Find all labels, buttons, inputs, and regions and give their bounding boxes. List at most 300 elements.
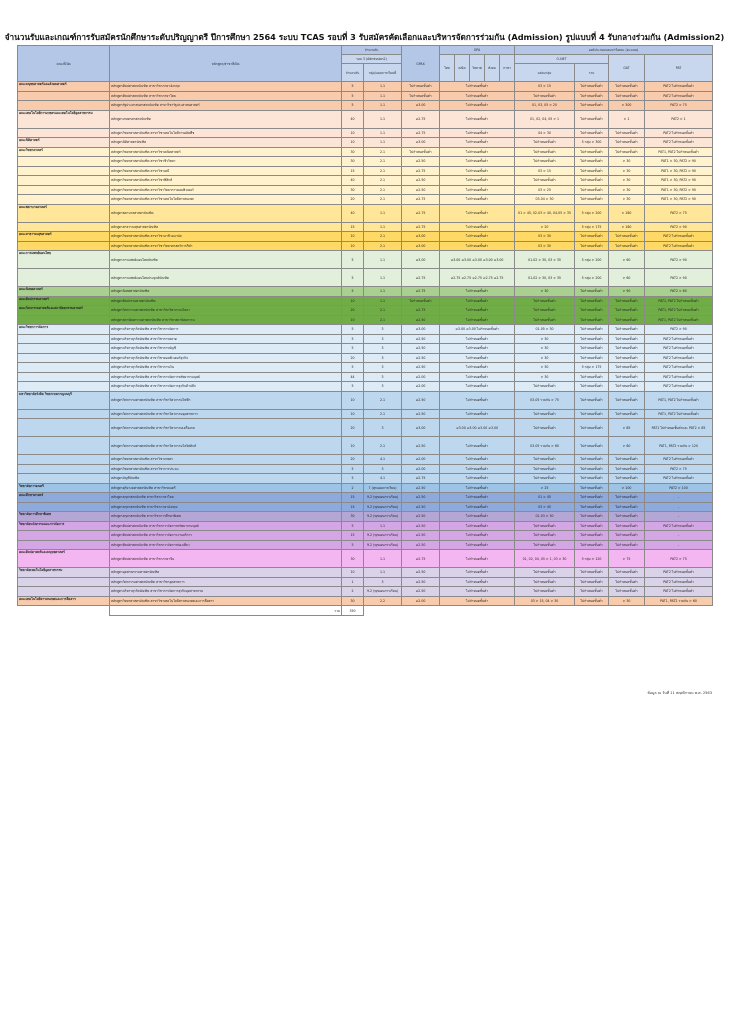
seats-cell: 2: [342, 483, 364, 493]
plan-cell: 3: [364, 577, 402, 587]
header-scores-group: องค์ประกอบและค่าร้อยละ (คะแนน): [515, 46, 713, 55]
onet-total-cell: ไม่กำหนดขั้นต่ำ: [575, 382, 609, 392]
plan-cell: 4.1: [364, 455, 402, 465]
onet-total-cell: ไม่กำหนดขั้นต่ำ: [575, 391, 609, 409]
pat-cell: -: [645, 502, 713, 512]
plan-cell: 1.1: [364, 204, 402, 222]
gpa-cell: ไม่กำหนดขั้นต่ำ: [440, 344, 515, 354]
faculty-cell: [18, 531, 110, 541]
gpax-cell: ≥2.00: [402, 382, 440, 392]
gpa-cell: ไม่กำหนดขั้นต่ำ: [440, 334, 515, 344]
program-cell: หลักสูตรวิทยาศาสตรบัณฑิต สาขาวิชาอาชีวอนามัย: [110, 232, 342, 242]
onet-total-cell: ไม่กำหนดขั้นต่ำ: [575, 437, 609, 455]
gpa-cell: ไม่กำหนดขั้นต่ำ: [440, 315, 515, 325]
gpa-cell: ไม่กำหนดขั้นต่ำ: [440, 483, 515, 493]
onet-total-cell: ไม่กำหนดขั้นต่ำ: [575, 419, 609, 437]
gpax-cell: ไม่กำหนดขั้นต่ำ: [402, 147, 440, 157]
table-row: [18, 464, 713, 474]
gat-cell: ไม่กำหนดขั้นต่ำ: [609, 391, 645, 409]
gat-cell: ไม่กำหนดขั้นต่ำ: [609, 502, 645, 512]
gpa-cell: ≥3.00 ≥3.00 ≥3.00 ≥3.00: [440, 419, 515, 437]
gat-cell: ไม่กำหนดขั้นต่ำ: [609, 568, 645, 578]
onet-each-cell: > 25: [515, 483, 575, 493]
onet-total-cell: ไม่กำหนดขั้นต่ำ: [575, 296, 609, 306]
onet-each-cell: ไม่กำหนดขั้นต่ำ: [515, 419, 575, 437]
pat-cell: -: [645, 540, 713, 550]
gpa-cell: ไม่กำหนดขั้นต่ำ: [440, 455, 515, 465]
onet-each-cell: ไม่กำหนดขั้นต่ำ: [515, 176, 575, 186]
table-row: [18, 82, 713, 92]
faculty-cell: [18, 587, 110, 597]
gat-cell: ไม่กำหนดขั้นต่ำ: [609, 325, 645, 335]
onet-each-cell: 01-05 > 30: [515, 325, 575, 335]
plan-cell: 3: [364, 464, 402, 474]
faculty-cell: [18, 222, 110, 232]
gpa-cell: ไม่กำหนดขั้นต่ำ: [440, 521, 515, 531]
seats-cell: 5: [342, 82, 364, 92]
gpa-cell: ไม่กำหนดขั้นต่ำ: [440, 296, 515, 306]
onet-total-cell: ไม่กำหนดขั้นต่ำ: [575, 82, 609, 92]
plan-cell: 3: [364, 419, 402, 437]
table-row: [18, 587, 713, 597]
onet-each-cell: > 30: [515, 353, 575, 363]
header-gpa-group: GPA: [440, 46, 515, 55]
gpa-cell: ไม่กำหนดขั้นต่ำ: [440, 166, 515, 176]
gpa-cell: ไม่กำหนดขั้นต่ำ: [440, 464, 515, 474]
pat-cell: PAT2 ไม่กำหนดขั้นต่ำ: [645, 241, 713, 251]
onet-total-cell: 5 กลุ่ม > 200: [575, 269, 609, 287]
gpax-cell: ≥2.50: [402, 521, 440, 531]
gpax-cell: ≥3.00: [402, 232, 440, 242]
pat-cell: PAT1 ไม่กำหนดขั้นต่ำและ PAT2 > 85: [645, 419, 713, 437]
page-title: จำนวนรับและเกณฑ์การรับสมัครนักศึกษาระดับปริญญาตรี ปีการศึกษา 2564 ระบบ TCAS รอบที่ 3 รับสมัครคัดเลือกและบริหารจัดการร่วมกัน (Admission) รูปแบบที่ 4 รับกลางร่วมกัน (Admission2): [4, 32, 725, 42]
pat-cell: PAT2 > 75: [645, 101, 713, 111]
plan-cell: 9.2 (ทุกแผนการเรียน): [364, 493, 402, 503]
program-cell: หลักสูตรศิลปศาสตรบัณฑิต สาขาวิชาการจัดการท่องเที่ยว: [110, 540, 342, 550]
onet-each-cell: ไม่กำหนดขั้นต่ำ: [515, 577, 575, 587]
gpa-cell: ไม่กำหนดขั้นต่ำ: [440, 437, 515, 455]
faculty-cell: คณะวิทยาศาสตร์: [18, 147, 110, 157]
program-cell: หลักสูตรวิทยาศาสตรบัณฑิต สาขาวิชาวิทยาศาสตร์การกีฬา: [110, 241, 342, 251]
table-row: [18, 502, 713, 512]
total-row: [18, 606, 713, 616]
pat-cell: PAT1 > 30, PAT2 > 90: [645, 157, 713, 167]
gpax-cell: ≥3.00: [402, 101, 440, 111]
table-row: [18, 306, 713, 316]
gat-cell: > 30: [609, 176, 645, 186]
plan-cell: 4.1: [364, 474, 402, 484]
seats-cell: 20: [342, 419, 364, 437]
gpa-cell: ไม่กำหนดขั้นต่ำ: [440, 512, 515, 522]
plan-cell: 2.1: [364, 306, 402, 316]
table-row: [18, 474, 713, 484]
seats-cell: 40: [342, 176, 364, 186]
gat-cell: > 180: [609, 222, 645, 232]
seats-cell: 10: [342, 128, 364, 138]
plan-cell: 3: [364, 353, 402, 363]
gat-cell: ไม่กำหนดขั้นต่ำ: [609, 147, 645, 157]
plan-cell: 9.2 (ทุกแผนการเรียน): [364, 512, 402, 522]
program-cell: หลักสูตรสถาปัตยกรรมศาสตรบัณฑิต สาขาวิชาสถาปัตยกรรม: [110, 315, 342, 325]
gpax-cell: ≥2.50: [402, 409, 440, 419]
plan-cell: 1.1: [364, 296, 402, 306]
seats-cell: 5: [342, 269, 364, 287]
onet-each-cell: 03-05 รวมกัน > 75: [515, 391, 575, 409]
gpax-cell: ไม่กำหนดขั้นต่ำ: [402, 296, 440, 306]
seats-cell: 15: [342, 502, 364, 512]
plan-cell: 2.2: [364, 596, 402, 606]
gpa-cell: ไม่กำหนดขั้นต่ำ: [440, 372, 515, 382]
gat-cell: ไม่กำหนดขั้นต่ำ: [609, 493, 645, 503]
gpa-cell: ไม่กำหนดขั้นต่ำ: [440, 157, 515, 167]
gpa-cell: ไม่กำหนดขั้นต่ำ: [440, 353, 515, 363]
onet-each-cell: > 30: [515, 372, 575, 382]
gpa-cell: ไม่กำหนดขั้นต่ำ: [440, 306, 515, 316]
gat-cell: ไม่กำหนดขั้นต่ำ: [609, 306, 645, 316]
header-onet: O-NET: [515, 55, 609, 64]
gpax-cell: ≥2.75: [402, 166, 440, 176]
gat-cell: ไม่กำหนดขั้นต่ำ: [609, 334, 645, 344]
gpa-cell: ≥3.00 ≥3.00 ไม่กำหนดขั้นต่ำ: [440, 325, 515, 335]
gat-cell: ไม่กำหนดขั้นต่ำ: [609, 464, 645, 474]
onet-total-cell: 5 กลุ่ม > 300: [575, 138, 609, 148]
program-cell: หลักสูตรครุศาสตรบัณฑิต สาขาวิชาภาษาอังกฤษ: [110, 502, 342, 512]
plan-cell: 3: [364, 344, 402, 354]
onet-each-cell: 01-02 > 30, 03 > 35: [515, 251, 575, 269]
faculty-cell: คณะศิลปศาสตร์และมนุษยศาสตร์: [18, 550, 110, 568]
program-cell: หลักสูตรนิเทศศาสตรบัณฑิต: [110, 287, 342, 297]
table-row: [18, 222, 713, 232]
gpa-cell: ไม่กำหนดขั้นต่ำ: [440, 550, 515, 568]
pat-cell: PAT2 > 75: [645, 204, 713, 222]
pat-cell: PAT2 > 90: [645, 222, 713, 232]
header-gat: GAT: [609, 55, 645, 82]
onet-total-cell: ไม่กำหนดขั้นต่ำ: [575, 176, 609, 186]
onet-total-cell: ไม่กำหนดขั้นต่ำ: [575, 372, 609, 382]
gpax-cell: ≥2.75: [402, 110, 440, 128]
faculty-cell: คณะมนุษยศาสตร์และสังคมศาสตร์: [18, 82, 110, 92]
gpa-cell: ไม่กำหนดขั้นต่ำ: [440, 363, 515, 373]
seats-cell: 15: [342, 493, 364, 503]
seats-cell: 15: [342, 222, 364, 232]
pat-cell: PAT2 > 90: [645, 251, 713, 269]
faculty-cell: คณะสาธารณสุขศาสตร์: [18, 232, 110, 242]
program-cell: หลักสูตรนิติศาสตรบัณฑิต: [110, 138, 342, 148]
gat-cell: > 60: [609, 251, 645, 269]
gat-cell: ไม่กำหนดขั้นต่ำ: [609, 540, 645, 550]
seats-cell: 20: [342, 306, 364, 316]
seats-cell: 5: [342, 287, 364, 297]
pat-cell: PAT1 > 30, PAT2 > 90: [645, 185, 713, 195]
gat-cell: ไม่กำหนดขั้นต่ำ: [609, 382, 645, 392]
table-row: [18, 101, 713, 111]
gpa-cell: ไม่กำหนดขั้นต่ำ: [440, 502, 515, 512]
header-gpa-science: วิทยาศ: [470, 55, 485, 82]
onet-total-cell: 5 กลุ่ม > 175: [575, 363, 609, 373]
seats-cell: 15: [342, 531, 364, 541]
seats-cell: 10: [342, 232, 364, 242]
faculty-cell: [18, 437, 110, 455]
onet-each-cell: 03 > 25: [515, 185, 575, 195]
table-row: [18, 138, 713, 148]
faculty-cell: [18, 166, 110, 176]
gat-cell: > 300: [609, 101, 645, 111]
pat-cell: PAT2 > 90: [645, 269, 713, 287]
gpax-cell: ไม่กำหนดขั้นต่ำ: [402, 91, 440, 101]
seats-cell: 5: [342, 464, 364, 474]
gpax-cell: ≥2.75: [402, 128, 440, 138]
pat-cell: PAT2 ไม่กำหนดขั้นต่ำ: [645, 353, 713, 363]
gat-cell: > 180: [609, 204, 645, 222]
program-cell: หลักสูตรศิลปศาสตรบัณฑิต สาขาวิชาภาษาไทย: [110, 91, 342, 101]
program-cell: หลักสูตรบริหารธุรกิจบัณฑิต สาขาวิชาการจัดการธุรกิจอุตสาหกรรม: [110, 587, 342, 597]
seats-cell: 5: [342, 251, 364, 269]
onet-each-cell: ไม่กำหนดขั้นต่ำ: [515, 409, 575, 419]
onet-each-cell: ไม่กำหนดขั้นต่ำ: [515, 157, 575, 167]
gat-cell: ไม่กำหนดขั้นต่ำ: [609, 512, 645, 522]
faculty-cell: คณะนิเทศศาสตร์: [18, 287, 110, 297]
faculty-cell: คณะนิติศาสตร์: [18, 138, 110, 148]
gat-cell: ไม่กำหนดขั้นต่ำ: [609, 138, 645, 148]
gpax-cell: ≥2.75: [402, 204, 440, 222]
gpa-cell: ไม่กำหนดขั้นต่ำ: [440, 474, 515, 484]
pat-cell: PAT2 ไม่กำหนดขั้นต่ำ: [645, 334, 713, 344]
data-date-note: ข้อมูล ณ วันที่ 11 พฤศจิกายน พ.ศ. 2563: [647, 691, 712, 695]
program-cell: หลักสูตรเกษตรศาสตรบัณฑิต: [110, 110, 342, 128]
onet-each-cell: ไม่กำหนดขั้นต่ำ: [515, 474, 575, 484]
faculty-cell: [18, 409, 110, 419]
gpa-cell: ≥3.00 ≥3.00 ≥3.00 ≥3.00 ≥3.00: [440, 251, 515, 269]
gpa-cell: ไม่กำหนดขั้นต่ำ: [440, 195, 515, 205]
faculty-cell: [18, 128, 110, 138]
onet-total-cell: ไม่กำหนดขั้นต่ำ: [575, 232, 609, 242]
gpax-cell: ≥2.50: [402, 353, 440, 363]
gpa-cell: ไม่กำหนดขั้นต่ำ: [440, 110, 515, 128]
gpax-cell: ≥3.00: [402, 325, 440, 335]
seats-cell: 5: [342, 540, 364, 550]
gat-cell: ไม่กำหนดขั้นต่ำ: [609, 474, 645, 484]
table-row: [18, 128, 713, 138]
gpa-cell: ไม่กำหนดขั้นต่ำ: [440, 531, 515, 541]
pat-cell: PAT2 ไม่กำหนดขั้นต่ำ: [645, 82, 713, 92]
gpax-cell: ≥2.50: [402, 531, 440, 541]
pat-cell: PAT2 > 75: [645, 550, 713, 568]
pat-cell: PAT2 ไม่กำหนดขั้นต่ำ: [645, 382, 713, 392]
faculty-cell: [18, 315, 110, 325]
program-cell: หลักสูตรการแพทย์แผนไทยประยุกต์บัณฑิต: [110, 269, 342, 287]
onet-each-cell: 03 > 30: [515, 241, 575, 251]
table-row: [18, 110, 713, 128]
table-row: [18, 269, 713, 287]
onet-total-cell: ไม่กำหนดขั้นต่ำ: [575, 128, 609, 138]
faculty-cell: [18, 241, 110, 251]
plan-cell: 2.1: [364, 157, 402, 167]
gpax-cell: ≥2.50: [402, 540, 440, 550]
gpax-cell: ≥2.50: [402, 502, 440, 512]
faculty-cell: [18, 269, 110, 287]
header-gpa-social: สังคม: [485, 55, 500, 82]
plan-cell: 1.1: [364, 269, 402, 287]
plan-cell: 7 (ทุกแผนการเรียน): [364, 483, 402, 493]
pat-cell: PAT2 > 90: [645, 325, 713, 335]
faculty-cell: วิทยาลัยนวัตกรรมและการจัดการ: [18, 521, 110, 531]
onet-total-cell: ไม่กำหนดขั้นต่ำ: [575, 334, 609, 344]
onet-total-cell: ไม่กำหนดขั้นต่ำ: [575, 568, 609, 578]
pat-cell: PAT1, PAT2 รวมกัน > 120: [645, 437, 713, 455]
gat-cell: ไม่กำหนดขั้นต่ำ: [609, 372, 645, 382]
faculty-cell: วิทยาลัยการดนตรี: [18, 483, 110, 493]
table-body: [18, 82, 713, 606]
faculty-cell: [18, 363, 110, 373]
program-cell: หลักสูตรวิทยาศาสตรบัณฑิต สาขาวิชาเคมี: [110, 166, 342, 176]
pat-cell: PAT2 ไม่กำหนดขั้นต่ำ: [645, 587, 713, 597]
onet-each-cell: 01, 03, 05 > 20: [515, 101, 575, 111]
faculty-cell: [18, 577, 110, 587]
program-cell: หลักสูตรวิทยาศาสตรบัณฑิต สาขาวิชาวิทยาการคอมพิวเตอร์: [110, 185, 342, 195]
gpax-cell: ≥2.75: [402, 474, 440, 484]
seats-cell: 15: [342, 166, 364, 176]
pat-cell: PAT2 > 75: [645, 464, 713, 474]
onet-total-cell: ไม่กำหนดขั้นต่ำ: [575, 241, 609, 251]
onet-total-cell: 5 กลุ่ม > 200: [575, 204, 609, 222]
table-row: [18, 325, 713, 335]
seats-cell: 5: [342, 344, 364, 354]
pat-cell: -: [645, 512, 713, 522]
faculty-cell: [18, 185, 110, 195]
onet-total-cell: ไม่กำหนดขั้นต่ำ: [575, 409, 609, 419]
onet-total-cell: ไม่กำหนดขั้นต่ำ: [575, 157, 609, 167]
gat-cell: > 90: [609, 287, 645, 297]
onet-each-cell: ไม่กำหนดขั้นต่ำ: [515, 138, 575, 148]
program-cell: หลักสูตรบริหารธุรกิจบัณฑิต สาขาวิชาการบัญชี: [110, 344, 342, 354]
onet-total-cell: ไม่กำหนดขั้นต่ำ: [575, 147, 609, 157]
onet-total-cell: ไม่กำหนดขั้นต่ำ: [575, 587, 609, 597]
program-cell: หลักสูตรศิลปศาสตรบัณฑิต สาขาวิชาการจัดการทรัพยากรมนุษย์: [110, 521, 342, 531]
pat-cell: -: [645, 531, 713, 541]
seats-cell: 5: [342, 382, 364, 392]
gat-cell: ไม่กำหนดขั้นต่ำ: [609, 587, 645, 597]
faculty-cell: [18, 334, 110, 344]
program-cell: หลักสูตรวิทยาศาสตรบัณฑิต สาขาวิชาเทคโนโลยีสารสนเทศและการสื่อสาร: [110, 596, 342, 606]
faculty-cell: [18, 195, 110, 205]
plan-cell: 2.1: [364, 437, 402, 455]
header-round: รอบ 3 (Admission2): [342, 55, 402, 64]
gat-cell: > 100: [609, 483, 645, 493]
program-cell: หลักสูตรสาธารณสุขศาสตรบัณฑิต: [110, 222, 342, 232]
gat-cell: ไม่กำหนดขั้นต่ำ: [609, 241, 645, 251]
faculty-cell: [18, 101, 110, 111]
header-quota-group: จำนวนรับ: [342, 46, 402, 55]
gpax-cell: ≥3.00: [402, 419, 440, 437]
pat-cell: PAT2 ไม่กำหนดขั้นต่ำ: [645, 521, 713, 531]
faculty-cell: [18, 382, 110, 392]
header-gpa-thai: ไทย: [440, 55, 455, 82]
onet-each-cell: ไม่กำหนดขั้นต่ำ: [515, 382, 575, 392]
faculty-cell: [18, 157, 110, 167]
program-cell: หลักสูตรบัญชีบัณฑิต: [110, 474, 342, 484]
program-cell: หลักสูตรวิทยาศาสตรบัณฑิต สาขาวิชาเทคโนโลยีการผลิตพืช: [110, 128, 342, 138]
gat-cell: ไม่กำหนดขั้นต่ำ: [609, 455, 645, 465]
plan-cell: 1.1: [364, 101, 402, 111]
gpax-cell: ≥2.50: [402, 344, 440, 354]
onet-total-cell: ไม่กำหนดขั้นต่ำ: [575, 502, 609, 512]
gpa-cell: ไม่กำหนดขั้นต่ำ: [440, 493, 515, 503]
plan-cell: 1.1: [364, 568, 402, 578]
plan-cell: 2.1: [364, 391, 402, 409]
gpa-cell: ไม่กำหนดขั้นต่ำ: [440, 409, 515, 419]
plan-cell: 1.1: [364, 91, 402, 101]
program-cell: หลักสูตรบริหารธุรกิจบัณฑิต สาขาวิชาการจัดการธุรกิจค้าปลีก: [110, 382, 342, 392]
gpax-cell: ≥2.75: [402, 287, 440, 297]
onet-total-cell: ไม่กำหนดขั้นต่ำ: [575, 101, 609, 111]
table-row: [18, 344, 713, 354]
plan-cell: 9.2 (ทุกแผนการเรียน): [364, 587, 402, 597]
gat-cell: > 30: [609, 185, 645, 195]
onet-each-cell: 01, 02, 04, 05 > 1: [515, 110, 575, 128]
seats-cell: 30: [342, 550, 364, 568]
pat-cell: PAT2 ไม่กำหนดขั้นต่ำ: [645, 232, 713, 242]
seats-cell: 5: [342, 91, 364, 101]
onet-each-cell: ไม่กำหนดขั้นต่ำ: [515, 568, 575, 578]
onet-total-cell: 5 กลุ่ม > 175: [575, 222, 609, 232]
table-row: [18, 540, 713, 550]
onet-total-cell: ไม่กำหนดขั้นต่ำ: [575, 521, 609, 531]
gpax-cell: ≥2.00: [402, 596, 440, 606]
gat-cell: ไม่กำหนดขั้นต่ำ: [609, 531, 645, 541]
table-row: [18, 596, 713, 606]
onet-each-cell: 01 > 45: [515, 493, 575, 503]
onet-each-cell: > 30: [515, 344, 575, 354]
pat-cell: PAT2 ไม่กำหนดขั้นต่ำ: [645, 91, 713, 101]
seats-cell: 10: [342, 568, 364, 578]
table-row: [18, 577, 713, 587]
header-gpa-language: ภาษา: [500, 55, 515, 82]
gat-cell: > 30: [609, 157, 645, 167]
table-row: [18, 147, 713, 157]
table-row: [18, 531, 713, 541]
onet-total-cell: ไม่กำหนดขั้นต่ำ: [575, 493, 609, 503]
table-row: [18, 382, 713, 392]
gat-cell: > 75: [609, 550, 645, 568]
table-row: [18, 91, 713, 101]
table-row: [18, 483, 713, 493]
program-cell: หลักสูตรวิทยาศาสตรบัณฑิต สาขาวิชาฟิสิกส์: [110, 176, 342, 186]
gat-cell: ไม่กำหนดขั้นต่ำ: [609, 409, 645, 419]
faculty-cell: [18, 344, 110, 354]
pat-cell: PAT2 ไม่กำหนดขั้นต่ำ: [645, 138, 713, 148]
table-row: [18, 166, 713, 176]
seats-cell: 10: [342, 241, 364, 251]
seats-cell: 30: [342, 596, 364, 606]
onet-each-cell: 03 > 15, 04 > 30: [515, 596, 575, 606]
gpax-cell: ≥3.00: [402, 138, 440, 148]
table-row: [18, 521, 713, 531]
gpax-cell: ≥2.75: [402, 222, 440, 232]
faculty-cell: [18, 540, 110, 550]
faculty-cell: คณะศิลปกรรมศาสตร์: [18, 296, 110, 306]
seats-cell: 30: [342, 512, 364, 522]
seats-cell: 30: [342, 185, 364, 195]
faculty-cell: [18, 502, 110, 512]
pat-cell: PAT1, PAT2 ไม่กำหนดขั้นต่ำ: [645, 306, 713, 316]
gpa-cell: ไม่กำหนดขั้นต่ำ: [440, 540, 515, 550]
table-row: [18, 372, 713, 382]
faculty-cell: [18, 176, 110, 186]
faculty-cell: คณะการแพทย์แผนไทย: [18, 251, 110, 269]
onet-total-cell: ไม่กำหนดขั้นต่ำ: [575, 166, 609, 176]
gpax-cell: ≥2.75: [402, 195, 440, 205]
program-cell: หลักสูตรวิศวกรรมศาสตรบัณฑิต สาขาวิชาวิศวกรรมโยธา: [110, 306, 342, 316]
